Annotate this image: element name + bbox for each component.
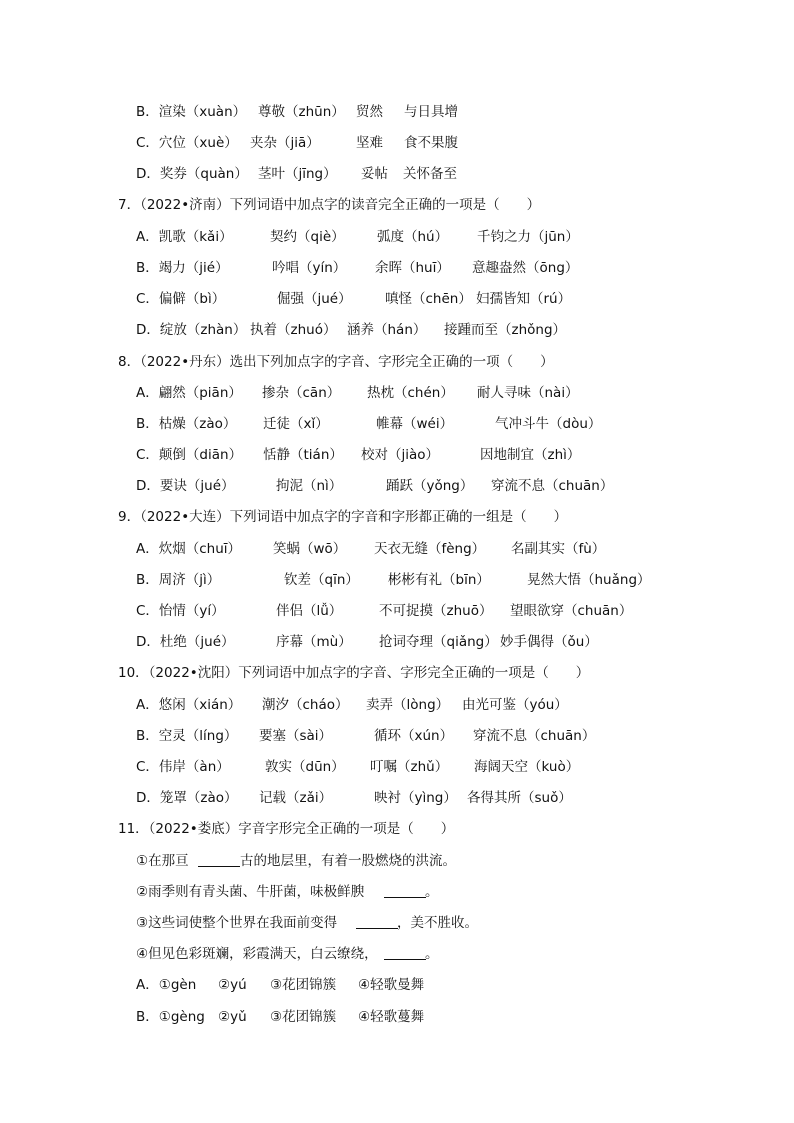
text-segment: ③花团锦簇 (270, 977, 337, 993)
text-segment: 伴侣（lǚ） (276, 603, 343, 619)
text-segment: 要塞（sài） (259, 728, 333, 744)
text-segment: ②雨季则有青头菌、牛肝菌，味极鲜腴 (136, 884, 365, 900)
text-segment: 余晖（huī） (375, 260, 450, 276)
text-segment: ，美不胜收。 (397, 915, 478, 931)
text-segment: 映衬（yìng） (374, 790, 457, 806)
text-segment: 因地制宜（zhì） (480, 447, 581, 463)
text-segment: 望眼欲穿（chuān） (510, 603, 633, 619)
text-segment: 天衣无缝（fèng） (374, 541, 486, 557)
text-segment: ④轻歌蔓舞 (358, 1009, 425, 1025)
text-segment: B．枯燥（zào） (136, 416, 237, 432)
text-segment: 气冲斗牛（dòu） (495, 416, 602, 432)
text-segment: 食不果腹 (404, 135, 458, 151)
text-segment: 吟唱（yín） (272, 260, 347, 276)
text-segment: 热枕（chén） (367, 385, 454, 401)
text-segment: C．伟岸（àn） (136, 759, 230, 775)
text-segment: 笑蜗（wō） (273, 541, 347, 557)
text-segment: 名副其实（fù） (511, 541, 606, 557)
text-segment: 敦实（dūn） (265, 759, 345, 775)
text-segment: 接踵而至（zhǒng） (444, 322, 567, 338)
text-segment: 耐人寻味（nài） (477, 385, 579, 401)
blank-underline (384, 883, 426, 898)
text-segment: 与日具增 (404, 104, 458, 120)
text-segment: 。 (425, 884, 439, 900)
text-segment: 夹杂（jiā） (250, 135, 320, 151)
text-segment: D．要诀（jué） (136, 478, 235, 494)
text-segment: 11．（2022•娄底）字音字形完全正确的一项是（ ） (118, 821, 455, 837)
text-segment: 迁徒（xǐ） (263, 416, 329, 432)
text-segment: C．怡情（yí） (136, 603, 225, 619)
text-segment: 潮汐（cháo） (262, 697, 349, 713)
text-segment: D．奖券（quàn） (136, 166, 248, 182)
blank-underline (198, 852, 240, 867)
text-segment: 抢词夺理（qiǎng） (379, 634, 498, 650)
text-segment: 记载（zǎi） (259, 790, 333, 806)
text-segment: 9．（2022•大连）下列词语中加点字的字音和字形都正确的一组是（ ） (118, 509, 568, 525)
text-segment: ④轻歌曼舞 (358, 977, 425, 993)
text-segment: 妇孺皆知（rú） (476, 291, 572, 307)
text-segment: B．①gèng (136, 1009, 205, 1025)
text-segment: B．竭力（jié） (136, 260, 229, 276)
text-segment: C．偏僻（bì） (136, 291, 226, 307)
text-segment: B．周济（jì） (136, 572, 221, 588)
text-segment: 。 (425, 946, 439, 962)
text-segment: B．空灵（líng） (136, 728, 238, 744)
fill-in-blank (356, 912, 398, 934)
blank-underline (384, 945, 426, 960)
text-segment: A．炊烟（chuī） (136, 541, 242, 557)
text-segment: B．渲染（xuàn） (136, 104, 247, 120)
text-segment: C．穴位（xuè） (136, 135, 238, 151)
text-segment: 7．（2022•济南）下列词语中加点字的读音完全正确的一项是（ ） (118, 197, 541, 213)
text-segment: 关怀备至 (403, 166, 457, 182)
text-segment: 尊敬（zhūn） (258, 104, 345, 120)
text-segment: 坚难 (356, 135, 383, 151)
text-segment: 意趣盎然（ōng） (472, 260, 579, 276)
text-segment: D．杜绝（jué） (136, 634, 235, 650)
text-segment: 由光可鉴（yóu） (462, 697, 568, 713)
text-segment: 掺杂（cān） (262, 385, 341, 401)
text-segment: 贸然 (356, 104, 383, 120)
text-segment: 弧度（hú） (377, 229, 449, 245)
text-segment: 茎叶（jīng） (258, 166, 337, 182)
blank-underline (356, 914, 398, 929)
text-segment: 妥帖 (361, 166, 388, 182)
text-segment: 卖弄（lòng） (366, 697, 450, 713)
text-segment: ④但见色彩斑斓，彩霞满天，白云缭绕， (136, 946, 378, 962)
text-segment: ①在那亘 (136, 853, 189, 869)
text-segment: A．翩然（piān） (136, 385, 242, 401)
text-segment: ②yú (218, 977, 247, 993)
text-segment: 帷幕（wéi） (376, 416, 454, 432)
text-segment: 钦差（qīn） (284, 572, 359, 588)
text-segment: 妙手偶得（ǒu） (500, 634, 598, 650)
text-segment: A．①gèn (136, 977, 197, 993)
text-segment: 执着（zhuó） (250, 322, 337, 338)
text-segment: 嗔怪（chēn） (385, 291, 472, 307)
text-segment: 序幕（mù） (276, 634, 352, 650)
fill-in-blank (198, 850, 240, 872)
text-segment: C．颠倒（diān） (136, 447, 243, 463)
text-segment: 倔强（jué） (277, 291, 352, 307)
text-segment: 穿流不息（chuān） (491, 478, 614, 494)
text-segment: 10．（2022•沈阳）下列词语中加点字的字音、字形完全正确的一项是（ ） (118, 665, 590, 681)
text-segment: 古的地层里，有着一股燃烧的洪流。 (240, 853, 456, 869)
text-segment: 彬彬有礼（bīn） (388, 572, 490, 588)
text-segment: 涵养（hán） (347, 322, 427, 338)
text-segment: D．笼罩（zào） (136, 790, 238, 806)
text-segment: 恬静（tián） (263, 447, 343, 463)
text-segment: 海阔天空（kuò） (474, 759, 580, 775)
text-segment: 各得其所（suǒ） (467, 790, 572, 806)
text-segment: 拘泥（nì） (276, 478, 343, 494)
text-segment: A．悠闲（xián） (136, 697, 242, 713)
text-segment: 不可捉摸（zhuō） (379, 603, 493, 619)
text-segment: ③花团锦簇 (270, 1009, 337, 1025)
text-segment: 校对（jiào） (361, 447, 440, 463)
text-segment: 叮嘱（zhǔ） (370, 759, 449, 775)
text-segment: A．凯歌（kǎi） (136, 229, 233, 245)
text-segment: D．绽放（zhàn） (136, 322, 247, 338)
text-segment: 8．（2022•丹东）选出下列加点字的字音、字形完全正确的一项（ ） (118, 354, 554, 370)
text-segment: 穿流不息（chuān） (473, 728, 596, 744)
text-segment: 千钧之力（jūn） (477, 229, 579, 245)
text-segment: 踊跃（yǒng） (386, 478, 474, 494)
text-segment: ③这些词使整个世界在我面前变得 (136, 915, 338, 931)
text-segment: 契约（qiè） (270, 229, 345, 245)
text-segment: 循环（xún） (374, 728, 454, 744)
fill-in-blank (384, 881, 426, 903)
text-segment: ②yǔ (218, 1009, 247, 1025)
text-segment: 晃然大悟（huǎng） (527, 572, 651, 588)
fill-in-blank (384, 943, 426, 965)
